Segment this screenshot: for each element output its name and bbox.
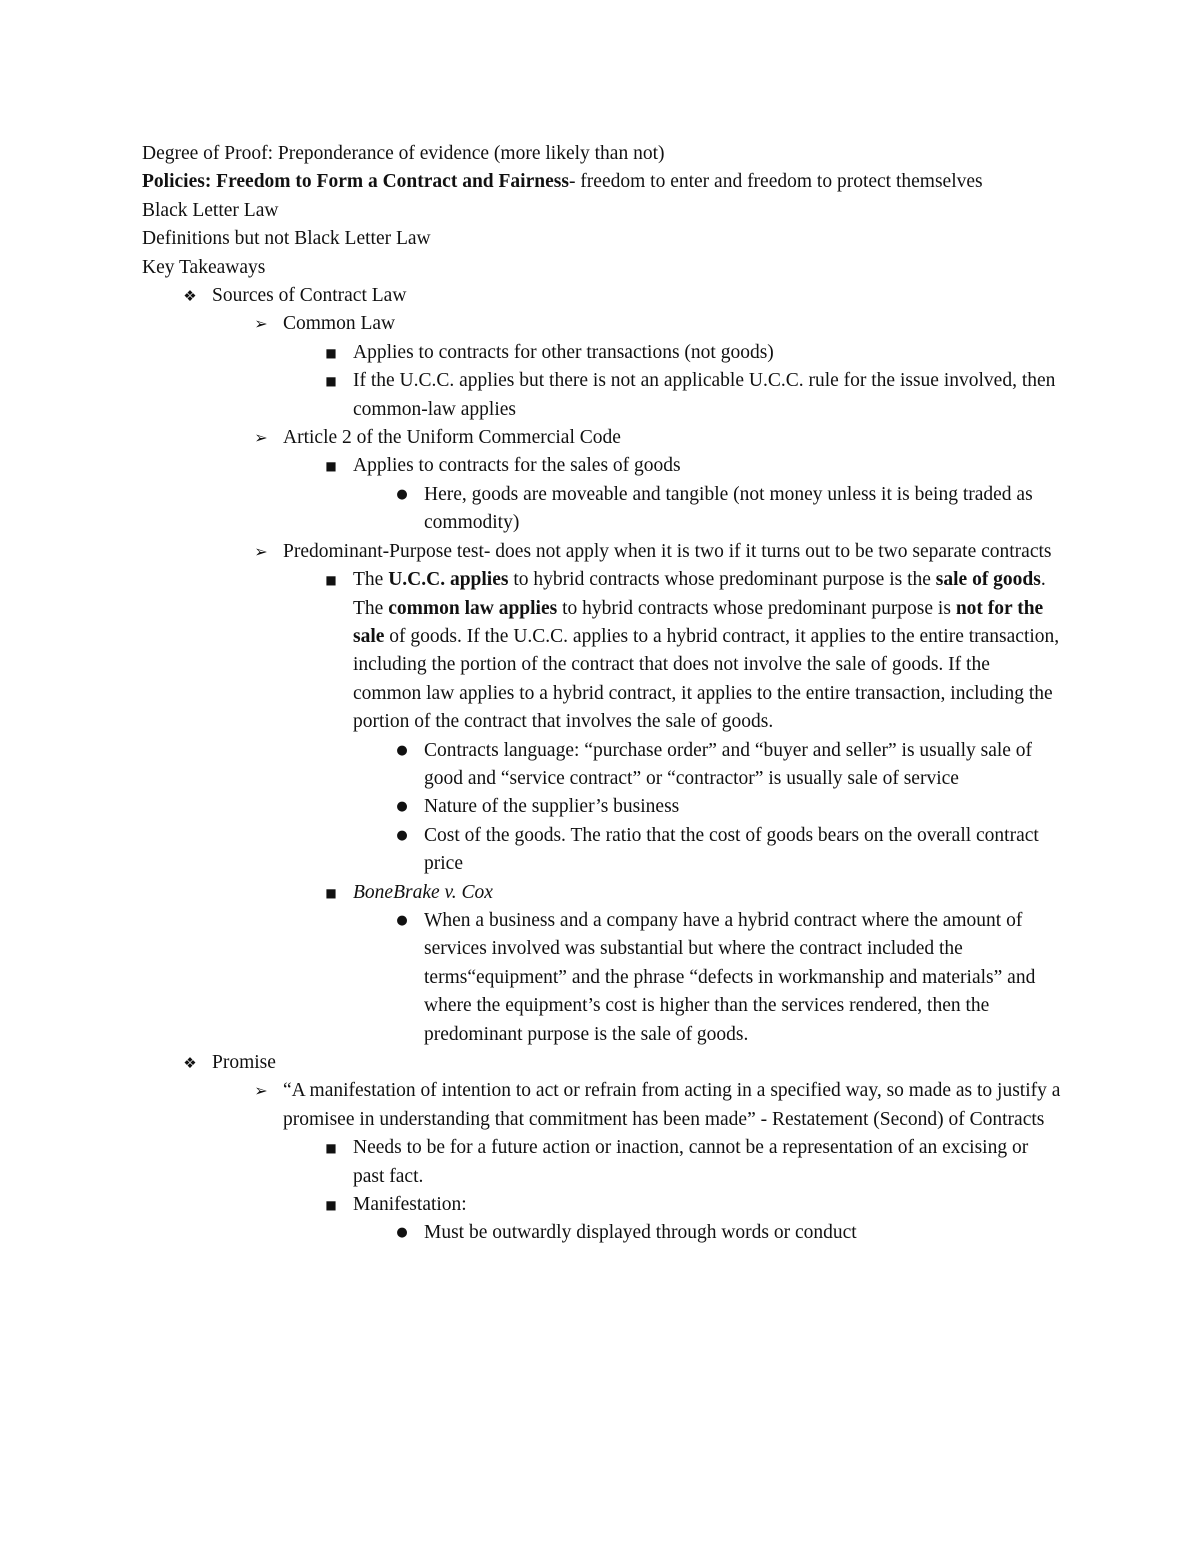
list-item bbox=[396, 1219, 1062, 1247]
bold-run: common law applies bbox=[388, 597, 558, 619]
list-item bbox=[325, 367, 1062, 424]
square-bullet-icon: ■ bbox=[325, 374, 337, 389]
list-item-case bbox=[325, 879, 1062, 907]
case-holding: When a business and a company have a hybrid contract where the amount of services involved was substantial but where the contract included the terms“equipment” and the phrase “defects in workmanship and materials” and where the equipment’s cost is higher than the services rendered, then the predominant purpose is the sale of goods. bbox=[424, 909, 1036, 1045]
diamond-bullet-icon: ❖ bbox=[183, 1054, 197, 1072]
dot-bullet-icon: ● bbox=[396, 486, 408, 502]
dot-bullet-icon: ● bbox=[396, 827, 408, 843]
list-item-predominant-purpose bbox=[254, 538, 1062, 566]
list-item-text: Manifestation: bbox=[353, 1194, 467, 1216]
article-2-title: Article 2 of the Uniform Commercial Code bbox=[283, 427, 621, 449]
black-letter-law: Black Letter Law bbox=[142, 199, 279, 221]
list-item-text: Cost of the goods. The ratio that the cost of goods bears on the overall contract price bbox=[424, 824, 1039, 875]
list-item bbox=[325, 1134, 1062, 1191]
list-item-promise bbox=[183, 1049, 1062, 1077]
hybrid-rule-text bbox=[353, 569, 1059, 732]
list-item-article-2 bbox=[254, 424, 1062, 452]
list-item-text: Here, goods are moveable and tangible (not money unless it is being traded as commodity) bbox=[424, 483, 1033, 534]
list-item-text: Needs to be for a future action or inaction, cannot be a representation of an excising or past fact. bbox=[353, 1137, 1029, 1187]
text-run: The bbox=[353, 569, 389, 591]
list-item-common-law bbox=[254, 310, 1062, 338]
list-item-text: Applies to contracts for other transactions (not goods) bbox=[353, 341, 774, 363]
diamond-bullet-icon: ❖ bbox=[183, 287, 197, 306]
policies-heading: Policies: Freedom to Form a Contract and Fairness bbox=[142, 171, 569, 193]
arrow-bullet-icon: ➢ bbox=[254, 541, 268, 561]
dot-bullet-icon: ● bbox=[396, 742, 408, 758]
degree-of-proof: Degree of Proof: Preponderance of evidence (more likely than not) bbox=[142, 143, 665, 164]
bold-run: sale of goods bbox=[935, 569, 1041, 591]
list-item bbox=[396, 907, 1062, 1049]
dot-bullet-icon: ● bbox=[396, 912, 408, 928]
bold-run: U.C.C. applies bbox=[388, 569, 509, 591]
list-item bbox=[325, 1191, 1062, 1219]
square-bullet-icon: ■ bbox=[325, 1141, 337, 1156]
square-bullet-icon: ■ bbox=[325, 885, 337, 900]
list-item-text: If the U.C.C. applies but there is not an applicable U.C.C. rule for the issue involved, then common-law applies bbox=[353, 370, 1056, 420]
dot-bullet-icon: ● bbox=[396, 1225, 408, 1241]
definitions-line: Definitions but not Black Letter Law bbox=[142, 228, 431, 250]
list-item-text: Applies to contracts for the sales of goods bbox=[353, 455, 681, 477]
text-run: to hybrid contracts whose predominant purpose is bbox=[557, 597, 956, 619]
notes-body bbox=[142, 140, 1062, 1248]
list-item-text: Contracts language: “purchase order” and “buyer and seller” is usually sale of good and “service contract” or “contractor” is usually sale of service bbox=[424, 739, 1033, 789]
list-item bbox=[396, 793, 1062, 821]
text-run: of goods. If the U.C.C. applies to a hybrid contract, it applies to the entire transaction, including the portion of the contract that does not involve the sale of goods. If the common law applies to a hybrid contract, it applies to the entire transaction, including the portion of the contract that involves the sale of goods. bbox=[353, 625, 1060, 733]
arrow-bullet-icon: ➢ bbox=[254, 428, 268, 448]
predominant-purpose-title: Predominant-Purpose test- does not apply when it is two if it turns out to be two separate contracts bbox=[283, 540, 1052, 562]
sources-title: Sources of Contract Law bbox=[212, 285, 407, 307]
list-item-promise-definition bbox=[254, 1077, 1062, 1134]
text-run: . The bbox=[353, 569, 1046, 619]
arrow-bullet-icon: ➢ bbox=[254, 314, 268, 334]
bold-run: not for the sale bbox=[353, 597, 1044, 647]
square-bullet-icon: ■ bbox=[325, 1198, 337, 1213]
list-item bbox=[325, 339, 1062, 367]
list-item bbox=[396, 481, 1062, 538]
list-item bbox=[325, 452, 1062, 480]
list-item bbox=[396, 822, 1062, 879]
key-takeaways: Key Takeaways bbox=[142, 256, 266, 278]
list-item-text: Must be outwardly displayed through words or conduct bbox=[424, 1222, 857, 1244]
list-item-hybrid-rule bbox=[325, 566, 1062, 736]
promise-definition: “A manifestation of intention to act or refrain from acting in a specified way, so made as to justify a promisee in understanding that commitment has been made” - Restatement (Second) of Contracts bbox=[283, 1080, 1061, 1130]
list-item-sources bbox=[183, 282, 1062, 310]
square-bullet-icon: ■ bbox=[325, 459, 337, 474]
arrow-bullet-icon: ➢ bbox=[254, 1081, 268, 1101]
case-title: BoneBrake v. Cox bbox=[353, 881, 493, 903]
dot-bullet-icon: ● bbox=[396, 799, 408, 815]
list-item bbox=[396, 737, 1062, 794]
promise-title: Promise bbox=[212, 1052, 276, 1073]
common-law-title: Common Law bbox=[283, 313, 396, 335]
square-bullet-icon: ■ bbox=[325, 573, 337, 588]
policies-text: - freedom to enter and freedom to protect themselves bbox=[568, 171, 983, 193]
policies-line bbox=[142, 168, 1062, 196]
square-bullet-icon: ■ bbox=[325, 345, 337, 360]
text-run: to hybrid contracts whose predominant purpose is the bbox=[508, 569, 936, 591]
list-item-text: Nature of the supplier’s business bbox=[424, 796, 680, 818]
